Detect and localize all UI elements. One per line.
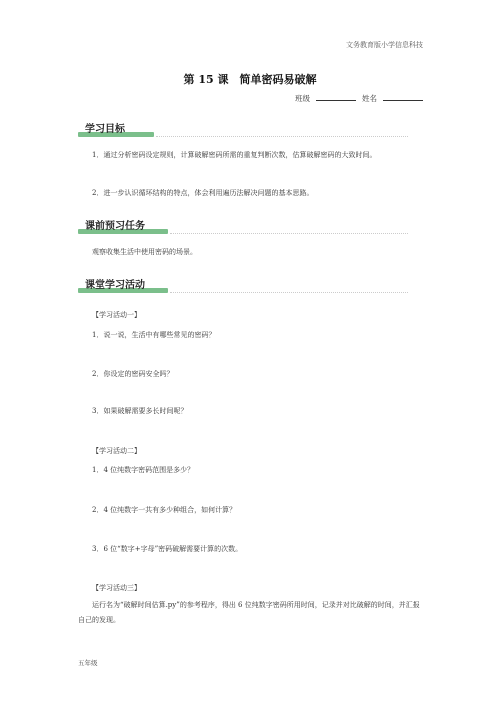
- page-footer: 五年级: [78, 659, 98, 667]
- heading-rule: [170, 292, 408, 293]
- heading-label: 学习目标: [85, 124, 125, 135]
- class-label: 班级: [295, 94, 310, 103]
- activity1-question-1: 1．说一说，生活中有哪些常见的密码？: [92, 331, 216, 339]
- class-blank: [316, 92, 356, 101]
- activity2-question-3: 3．6 位“数字+字母”密码破解需要计算的次数。: [92, 545, 243, 553]
- activity1-question-2: 2．你设定的密码安全吗？: [92, 370, 174, 378]
- heading-rule: [170, 233, 408, 234]
- section-heading-activities: [78, 278, 408, 294]
- preview-text: 观察收集生活中使用密码的场景。: [92, 248, 197, 256]
- activity2-question-1: 1．4 位纯数字密码范围是多少？: [92, 466, 195, 474]
- lesson-title: 第 15 课 简单密码易破解: [183, 73, 317, 86]
- activity3-title: 【学习活动三】: [92, 584, 141, 592]
- heading-label: 课堂学习活动: [85, 280, 145, 291]
- activity3-text: 运行名为“破解时间估算.py”的参考程序，得出 6 位纯数字密码所用时间，记录并对比破解的时间，并汇报自己的发现。: [78, 601, 420, 624]
- objective-item-1: 1．通过分析密码设定规则，计算破解密码所需的重复判断次数，估算破解密码的大致时间。: [92, 151, 377, 159]
- activity1-question-3: 3．如果破解需要多长时间呢？: [92, 407, 188, 415]
- heading-label: 课前预习任务: [85, 221, 145, 232]
- name-label: 姓名: [362, 94, 377, 103]
- objective-item-2: 2．进一步认识循环结构的特点，体会利用遍历法解决问题的基本思路。: [92, 189, 314, 197]
- section-heading-objectives: [78, 122, 408, 138]
- heading-rule: [156, 136, 408, 137]
- activity2-title: 【学习活动二】: [92, 447, 141, 455]
- name-blank: [383, 92, 423, 101]
- activity1-title: 【学习活动一】: [92, 311, 141, 319]
- page-header: 文务教育版小学信息科技: [346, 41, 423, 49]
- activity2-question-2: 2．4 位纯数字一共有多少种组合，如何计算？: [92, 506, 237, 514]
- class-name-line: [295, 92, 423, 104]
- section-heading-preview: [78, 219, 408, 235]
